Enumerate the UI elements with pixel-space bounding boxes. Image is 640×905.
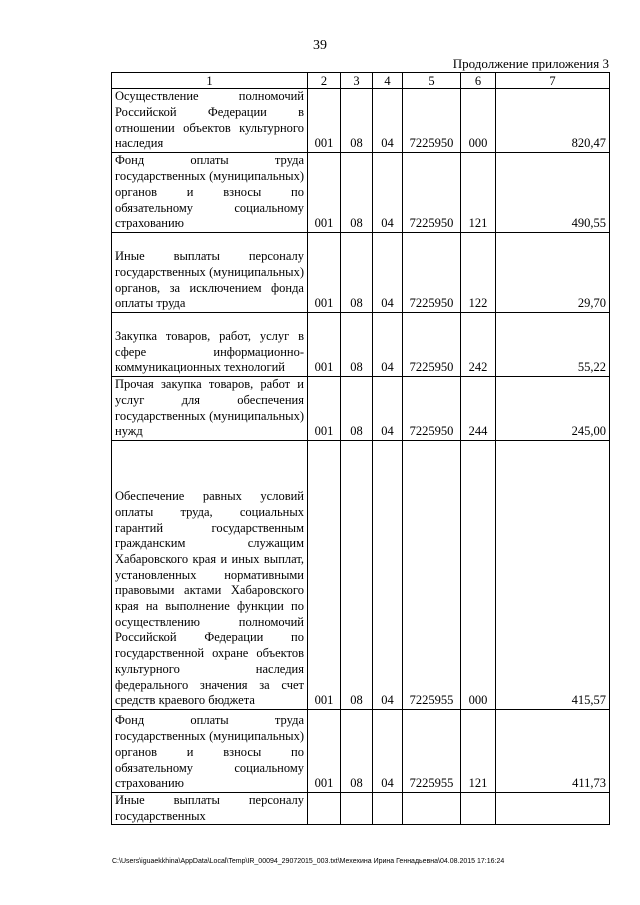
header-col-4: 4 — [373, 73, 403, 89]
table-header-row — [112, 73, 610, 89]
row-section-code — [341, 793, 373, 825]
row-name: Закупка товаров, работ, услуг в сфере информационно-коммуникационных технологий — [112, 313, 308, 377]
header-col-6: 6 — [461, 73, 496, 89]
table-row — [112, 710, 610, 793]
page-number: 39 — [313, 38, 327, 53]
row-section-code: 08 — [341, 153, 373, 233]
row-target-code: 7225950 — [403, 89, 461, 153]
row-section-code: 08 — [341, 377, 373, 441]
row-admin-code: 001 — [308, 377, 341, 441]
table-row — [112, 153, 610, 233]
row-name: Осуществление полномочий Российской Федерации в отношении объектов культурного наследия — [112, 89, 308, 153]
row-amount: 415,57 — [496, 441, 610, 710]
row-amount: 411,73 — [496, 710, 610, 793]
row-subsection-code: 04 — [373, 441, 403, 710]
row-expense-type-code: 244 — [461, 377, 496, 441]
row-admin-code: 001 — [308, 710, 341, 793]
header-col-7: 7 — [496, 73, 610, 89]
row-subsection-code — [373, 793, 403, 825]
row-name: Прочая закупка товаров, работ и услуг для обеспечения государственных (муниципальных) нужд — [112, 377, 308, 441]
table-row — [112, 441, 610, 710]
row-section-code: 08 — [341, 710, 373, 793]
row-admin-code: 001 — [308, 89, 341, 153]
appendix-continuation-label: Продолжение приложения 3 — [452, 56, 609, 71]
row-subsection-code: 04 — [373, 233, 403, 313]
row-target-code: 7225955 — [403, 441, 461, 710]
row-expense-type-code: 121 — [461, 710, 496, 793]
row-expense-type-code: 122 — [461, 233, 496, 313]
row-section-code: 08 — [341, 89, 373, 153]
row-expense-type-code: 121 — [461, 153, 496, 233]
row-admin-code: 001 — [308, 313, 341, 377]
row-name: Иные выплаты персоналу государственных (муниципальных) органов, за исключением фонда оплаты труда — [112, 233, 308, 313]
row-admin-code: 001 — [308, 153, 341, 233]
table-row — [112, 377, 610, 441]
table-row — [112, 233, 610, 313]
row-subsection-code: 04 — [373, 710, 403, 793]
row-expense-type-code: 000 — [461, 89, 496, 153]
footer-file-path: C:\Users\iguaekkhina\AppData\Local\Temp\IR_00094_29072015_003.txt\Мехехина Ирина Геннадьевна\04.08.2015 17:16:24 — [112, 858, 505, 865]
header-col-3: 3 — [341, 73, 373, 89]
row-amount: 29,70 — [496, 233, 610, 313]
row-admin-code: 001 — [308, 233, 341, 313]
header-col-1: 1 — [112, 73, 308, 89]
row-amount — [496, 793, 610, 825]
row-subsection-code: 04 — [373, 377, 403, 441]
row-name: Иные выплаты персоналу государственных — [112, 793, 308, 825]
row-section-code: 08 — [341, 441, 373, 710]
table-row — [112, 793, 610, 825]
row-amount: 490,55 — [496, 153, 610, 233]
table-row — [112, 89, 610, 153]
row-target-code: 7225950 — [403, 233, 461, 313]
row-subsection-code: 04 — [373, 153, 403, 233]
row-target-code: 7225950 — [403, 377, 461, 441]
row-expense-type-code — [461, 793, 496, 825]
row-name: Фонд оплаты труда государственных (муниципальных) органов и взносы по обязательному социальному страхованию — [112, 710, 308, 793]
row-amount: 820,47 — [496, 89, 610, 153]
row-subsection-code: 04 — [373, 89, 403, 153]
row-name: Обеспечение равных условий оплаты труда, социальных гарантий государственным гражданским служащим Хабаровского края и иных выплат, установленных нормативными правовыми актами Хабаровского края на выполнение функции по осуществлению полномочий Российской Федерации по государственной охране объектов культурного наследия федерального значения за счет средств краевого бюджета — [112, 441, 308, 710]
row-name: Фонд оплаты труда государственных (муниципальных) органов и взносы по обязательному социальному страхованию — [112, 153, 308, 233]
row-amount: 245,00 — [496, 377, 610, 441]
row-section-code: 08 — [341, 313, 373, 377]
row-target-code: 7225950 — [403, 153, 461, 233]
row-target-code: 7225950 — [403, 313, 461, 377]
header-col-5: 5 — [403, 73, 461, 89]
row-target-code: 7225955 — [403, 710, 461, 793]
row-expense-type-code: 000 — [461, 441, 496, 710]
row-section-code: 08 — [341, 233, 373, 313]
row-admin-code: 001 — [308, 441, 341, 710]
budget-table — [111, 72, 610, 825]
row-amount: 55,22 — [496, 313, 610, 377]
row-expense-type-code: 242 — [461, 313, 496, 377]
row-target-code — [403, 793, 461, 825]
row-admin-code — [308, 793, 341, 825]
row-subsection-code: 04 — [373, 313, 403, 377]
header-col-2: 2 — [308, 73, 341, 89]
table-row — [112, 313, 610, 377]
